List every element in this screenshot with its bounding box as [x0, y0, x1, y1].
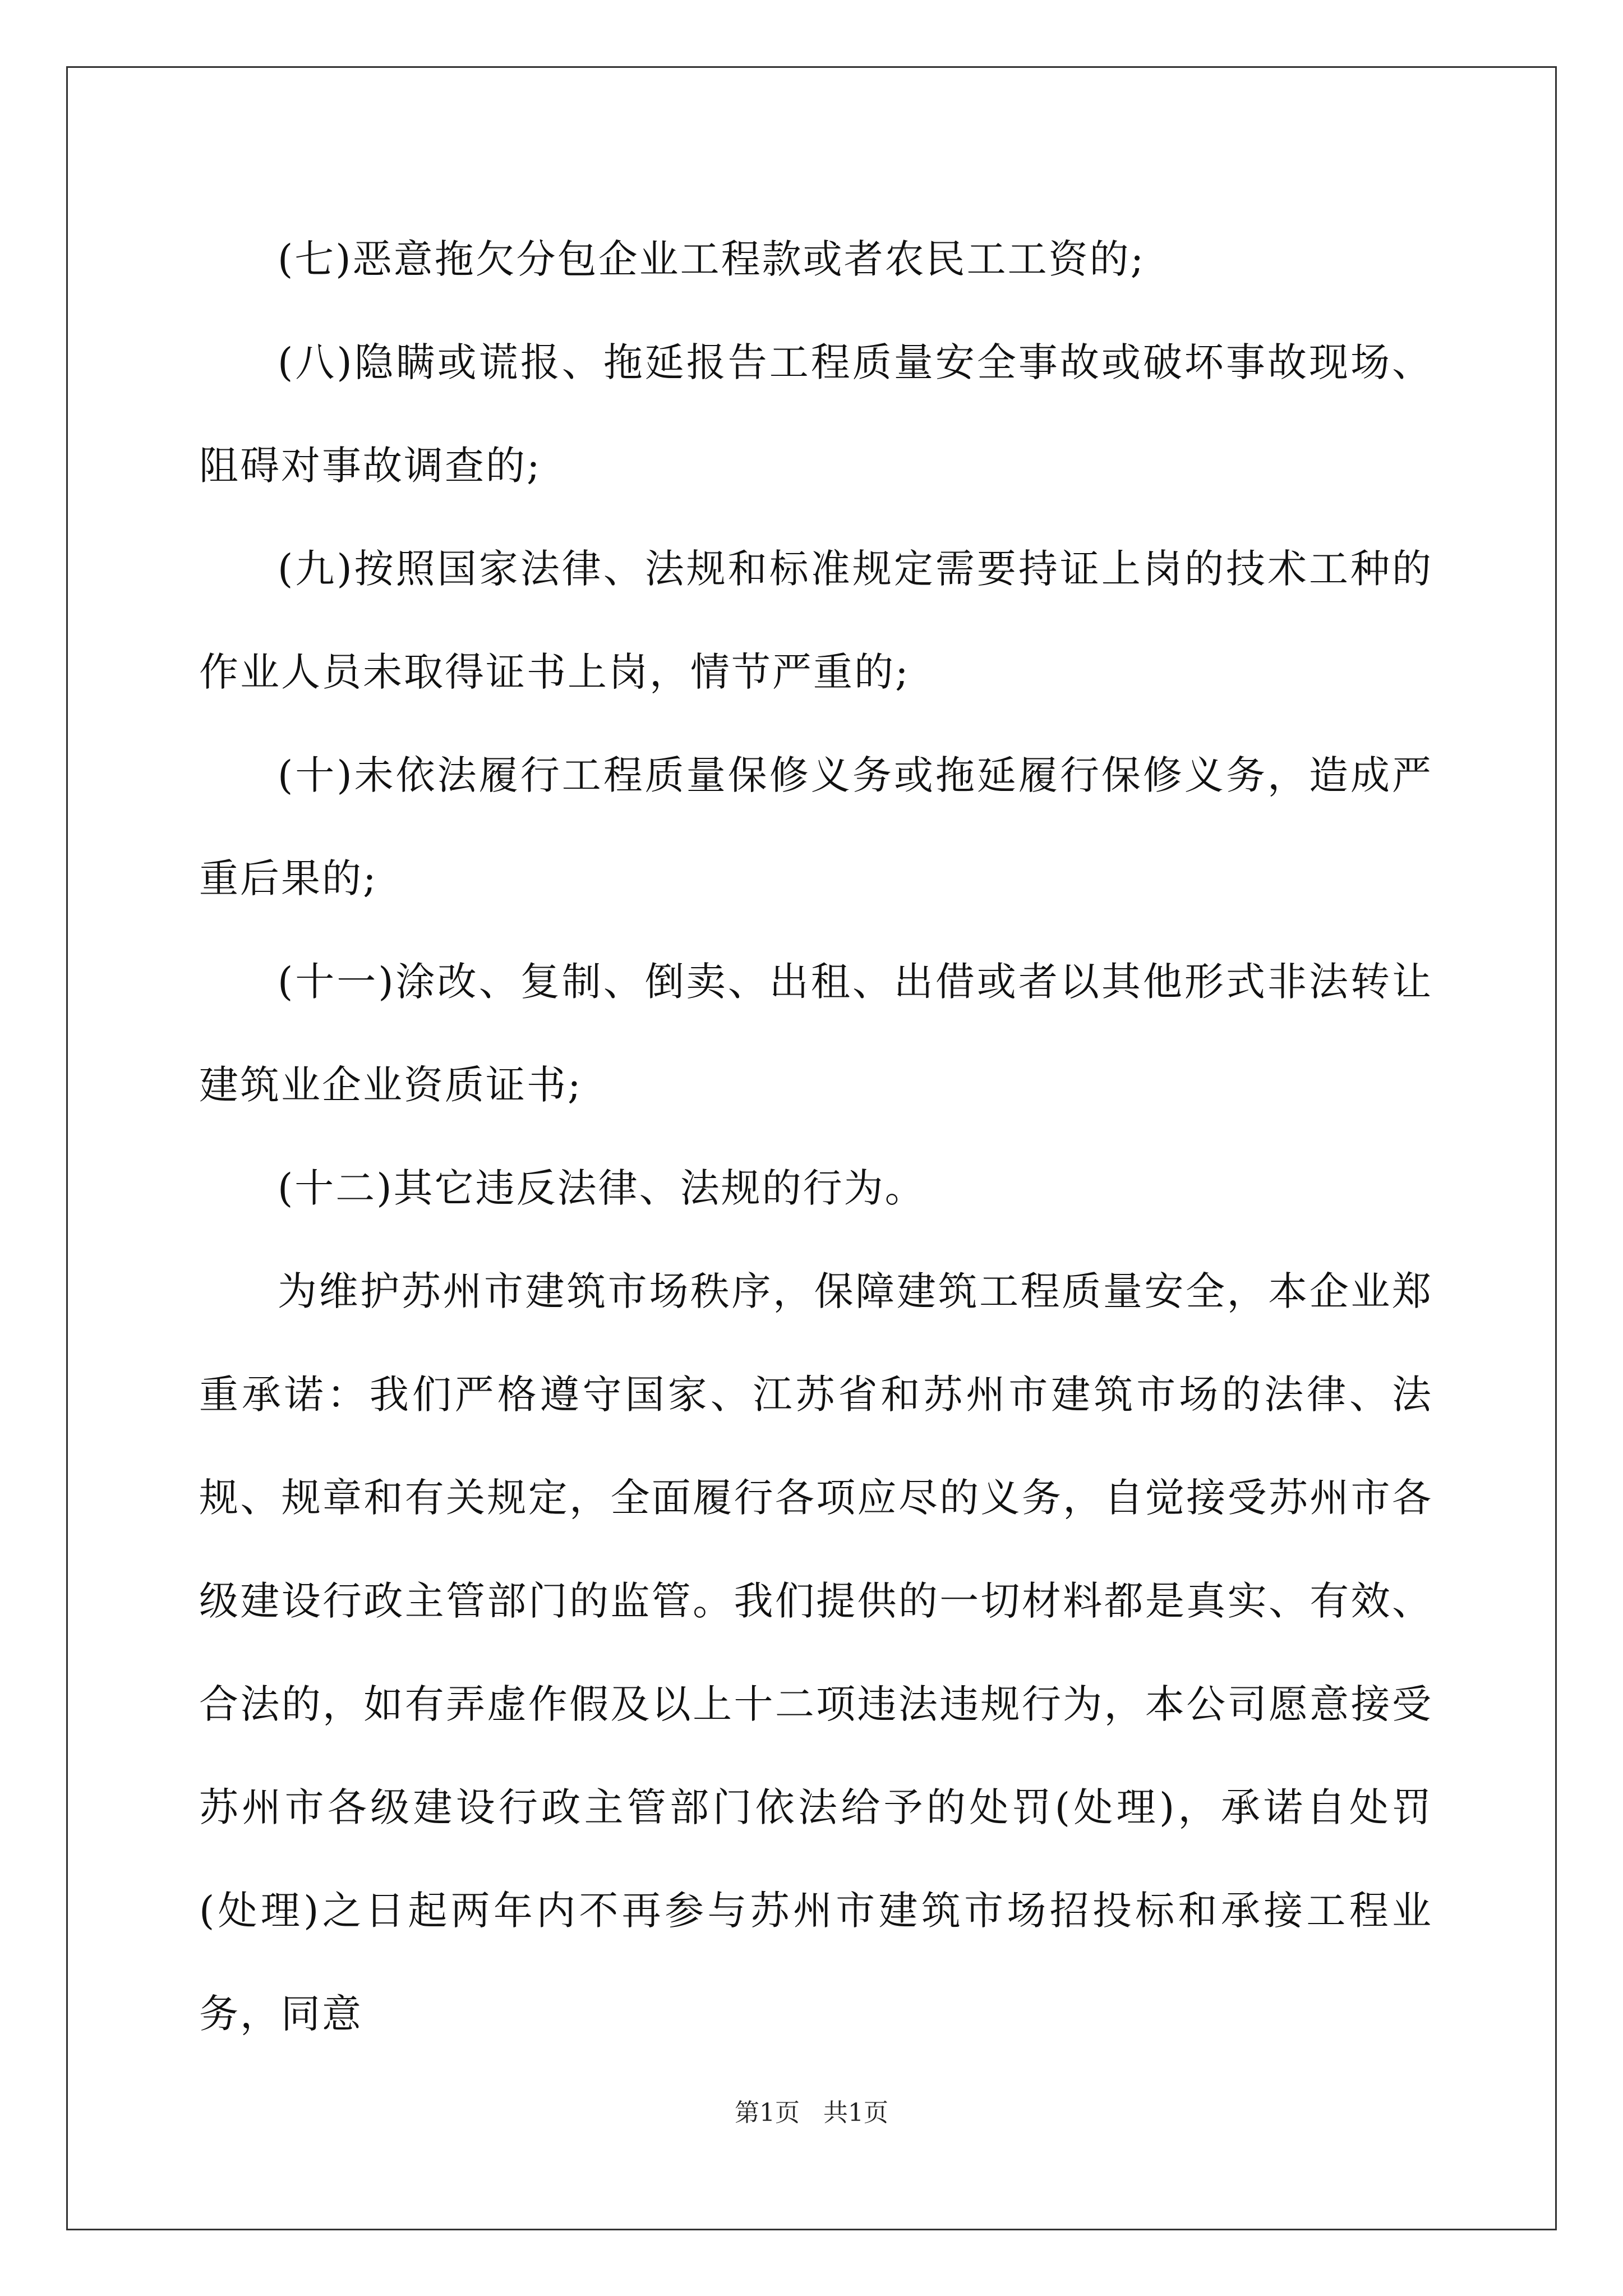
- page-total: 共1页: [823, 2099, 888, 2127]
- paragraph-item-12: (十二)其它违反法律、法规的行为。: [278, 1165, 926, 1211]
- paragraph-item-10: (十)未依法履行工程质量保修义务或拖延履行保修义务，造成严重后果的;: [199, 752, 1433, 901]
- page-footer: [0, 2092, 1623, 2128]
- page-number: 第1页: [735, 2099, 800, 2127]
- document-body: [199, 208, 1433, 2065]
- paragraph-item-8: (八)隐瞒或谎报、拖延报告工程质量安全事故或破坏事故现场、阻碍对事故调查的;: [199, 339, 1433, 489]
- paragraph-item-11: (十一)涂改、复制、倒卖、出租、出借或者以其他形式非法转让建筑业企业资质证书;: [199, 959, 1433, 1108]
- paragraph-item-9: (九)按照国家法律、法规和标准规定需要持证上岗的技术工种的作业人员未取得证书上岗，情节严重的;: [199, 546, 1433, 695]
- commitment-paragraph: 为维护苏州市建筑市场秩序，保障建筑工程质量安全，本企业郑重承诺：我们严格遵守国家、江苏省和苏州市建筑市场的法律、法规、规章和有关规定，全面履行各项应尽的义务，自觉接受苏州市各级建设行政主管部门的监管。我们提供的一切材料都是真实、有效、合法的，如有弄虚作假及以上十二项违法违规行为，本公司愿意接受苏州市各级建设行政主管部门依法给予的处罚(处理)，承诺自处罚(处理)之日起两年内不再参与苏州市建筑市场招投标和承接工程业务，同意: [199, 1268, 1433, 2037]
- paragraph-item-7: (七)恶意拖欠分包企业工程款或者农民工工资的;: [278, 236, 1146, 282]
